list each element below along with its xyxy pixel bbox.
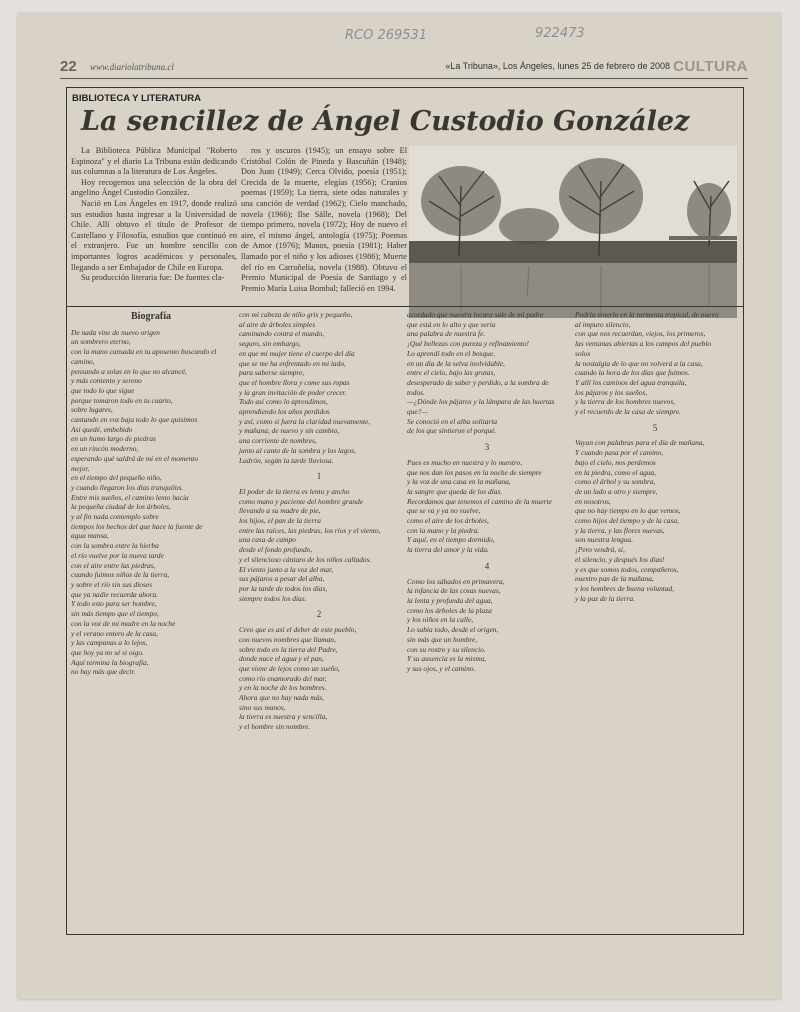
poem-line: y la paz de la tierra. [575, 593, 635, 603]
poem-line: con su rostro y su silencio. [407, 644, 486, 654]
poem-line: Podría tenerlo en la tormenta tropical, de nuevo [575, 310, 719, 319]
intro-column-left [71, 146, 237, 284]
poem-line: sin más tiempo que el tiempo, [71, 609, 159, 619]
poem-line: todos. [407, 387, 425, 397]
poem-line: Aquí termina la biografía, [71, 657, 149, 667]
poem-line: y el silencioso cántaro de los niños callados. [239, 554, 372, 564]
poem-line: con nuevos nombres que llaman, [239, 634, 336, 644]
poem-line: para saberse siempre, [239, 368, 305, 378]
poem-line: la lenta y profunda del agua, [407, 595, 493, 605]
poem-heading: Biografía [131, 311, 171, 322]
poem-line: Recordamos que tenemos el camino de la muerte [407, 496, 552, 506]
poem-line: Lo aprendí todo en el bosque, [407, 348, 495, 358]
poem-line: que viene de lejos como un sueño, [239, 663, 340, 673]
poem-line: la tierra es nuestra y sencilla, [239, 712, 328, 722]
poem-line: camino, [71, 356, 95, 366]
poem-column-3 [407, 310, 567, 674]
poem-line: que nos dan los pasos en la noche de siempre [407, 467, 542, 477]
poem-line: que se va y ya no vuelve, [407, 506, 481, 516]
poem-line: siempre todos los días. [239, 593, 307, 603]
poem-line: con que nos recuerdan, viejos, los primeros, [575, 329, 706, 339]
poem-line: una palabra de nuestra fe. [407, 329, 486, 339]
poem-line: Ahora que no hay nada más, [239, 693, 324, 703]
poem-line: sin más que un hombre, [407, 634, 478, 644]
page-header [60, 58, 748, 79]
poem-line: sino sus manos, [239, 702, 286, 712]
poem-line: ¡Pero vendrá, sí, [575, 545, 625, 555]
poem-line: tiempos los hechos del que hace la fuente de [71, 521, 203, 531]
poem-line: con mi cabeza de niño gris y pequeño, [239, 310, 353, 319]
poem-line: acordado que nuestra locura sale de mi padre [407, 310, 544, 319]
poem-section-number: 5 [652, 422, 658, 433]
poem-line: desesperado de saber y perdido, a la sombra de [407, 377, 549, 387]
poem-section-number: 4 [484, 560, 490, 571]
poem-section-number: 3 [484, 442, 490, 453]
archive-annotation-left: RCO 269531 [345, 28, 428, 43]
poem-line: seguro, sin embargo, [239, 339, 301, 349]
poem-line: y el recuerdo de la casa de siempre. [575, 407, 681, 417]
poem-line: porque tomaron todo en tu cuarto, [71, 395, 173, 405]
poem-line: como el aire de los árboles, [407, 516, 489, 526]
poem-line: —¿Dónde los pájaros y la lámpara de las huertas [407, 397, 555, 407]
poem-line: al aire de árboles simples [239, 319, 316, 329]
poem-line: que se me ha enfrentado en mi lado, [239, 358, 346, 368]
poem-line: donde nace el agua y el pan, [239, 654, 324, 664]
poem-line: con el aire entre las piedras, [71, 560, 156, 570]
poem-line: y la tierra, y las flores nuevas, [575, 525, 665, 535]
poem-line: Creo que es así el deber de este pueblo, [239, 625, 357, 635]
poem-line: mejor, [71, 463, 90, 473]
poem-column-2 [239, 310, 399, 732]
poem-line: caminando contra el mundo, [239, 329, 324, 339]
poem-line: cantando en voz baja todo lo que quisimos [71, 415, 198, 425]
poem-line: entre el cielo, bajo las grutas, [407, 368, 496, 378]
poem-line: Y cuando pasa por el camino, [575, 448, 664, 458]
poem-line: y los hombres de buena voluntad, [575, 583, 675, 593]
intro-paragraph: Su producción literaria fue: De fuentes cla- [81, 273, 225, 283]
poem-line: junto al canto de la sombra y los lagos, [239, 445, 356, 455]
poem-line: que el hombre llora y come sus ropas [239, 377, 350, 387]
poem-line: con la mano y la piedra. [407, 525, 480, 535]
poem-line: y cuando llegaron los días tranquilos. [71, 482, 184, 492]
poem-line: cuando fuimos niños de la tierra, [71, 570, 170, 580]
poem-line: con la sombra entre la hierba [71, 541, 159, 551]
poem-line: El poder de la tierra es lento y ancho [239, 486, 350, 496]
poem-line: como el árbol y su sombra, [575, 477, 656, 487]
poem-line: solos [575, 348, 591, 358]
poem-line: con la mano cansada en tu aposento buscando el [71, 347, 217, 357]
poem-line: agua mansa, [71, 531, 109, 541]
poem-line: como hijos del tiempo y de la casa, [575, 516, 679, 526]
poem-line: el silencio, y después los días! [575, 554, 665, 564]
poem-line: y sobre el río sin sus dioses [71, 579, 153, 589]
poem-line: un sombrero eterno, [71, 337, 131, 347]
kicker: BIBLIOTECA Y LITERATURA [72, 93, 201, 104]
poem-line: entre las raíces, las piedras, los ríos y el viento, [239, 525, 381, 535]
intro-paragraph: La Biblioteca Pública Municipal "Roberto Espinoza" y el diario La Tribuna están dedicando sus columnas a la literatura de Los Ángeles. [71, 146, 237, 177]
poem-line: al impuro silencio, [575, 319, 631, 329]
poem-line: en nosotros, [575, 496, 611, 506]
poem-line: Lo sabía todo, desde el origen, [407, 625, 499, 635]
poem-line: como río enamorado del mar, [239, 673, 327, 683]
poem-line: sobre todo en la tierra del Padre, [239, 644, 338, 654]
poem-line: y las campanas a lo lejos, [71, 638, 148, 648]
poem-line: cuando la hora de los días que fuimos. [575, 368, 690, 378]
poem-line: Y allí los caminos del agua tranquila, [575, 377, 687, 387]
poem-line: la sangre que queda de los días. [407, 486, 503, 496]
poem-line: nuestro pan de la mañana, [575, 574, 654, 584]
section-name: CULTURA [673, 58, 748, 75]
poem-line: en que mi mujer tiene el cuerpo del día [239, 348, 355, 358]
poem-line: en un rincón moderno, [71, 444, 139, 454]
poem-line: llevando a su madre de pie, [239, 506, 321, 516]
poem-line: Vayan con palabras para el día de mañana, [575, 438, 705, 448]
poem-line: el río vuelve por la nueva tarde [71, 550, 164, 560]
poem-line: que todo lo que sigue [71, 385, 135, 395]
poem-line: De nada vine de nuevo origen [71, 327, 160, 337]
poem-line: los hijos, el pan de la tierra [239, 516, 321, 526]
poem-line: Pues es mucho en nuestra y lo nuestro, [407, 457, 523, 467]
poem-line: que no hay tiempo en lo que vemos, [575, 506, 681, 516]
page-number: 22 [60, 58, 77, 75]
archive-annotation-right: 922473 [535, 26, 585, 41]
poem-line: y la tierra de los hombres nuevos, [575, 397, 676, 407]
poem-line: pensando a solas en lo que no alcancé, [71, 366, 187, 376]
poem-line: la pequeña ciudad de los árboles, [71, 502, 171, 512]
poem-line: y en la noche de los hombres. [239, 683, 327, 693]
poem-section-number: 1 [316, 471, 322, 482]
intro-paragraph: ros y oscuros (1945); un ensayo sobre El Cristóbal Colón de Pineda y Bascuñán (1948); Don Juan (1949); Cerca Olvido, poesía (1951); Crecida de la muerte, elegías (1956); Cranios poemas (1959); La tierra, siete odas naturales y una canción de verdad (1962); Cielo manchado, novela (1966); Ilse Sälle, novela (1968); Del tiempo primero, novela (1972); Hoy de nuevo el aire, el mismo ángel, antología (1975); Poemas de Amor (1976); Manos, poesía (1981); Haber llamado por el niño y los adioses (1986); Muerte del río en Carroñelia, novela (1988). Obtuvo el Premio Municipal de Poesía de Santiago y el Premio María Luisa Bombal; falleció en 1994. [241, 146, 407, 293]
poem-line: en la piedra, como el agua, [575, 467, 657, 477]
poem-line: no hay más que decir. [71, 667, 136, 677]
poem-line: una casa de campo [239, 535, 296, 545]
poem-line: una corriente de nombres, [239, 436, 317, 446]
poem-line: de los que sintieron el porqué. [407, 426, 497, 436]
poem-line: la tierra del amor y la vida. [407, 545, 489, 555]
poem-line: y la gran invitación de poder crecer. [239, 387, 347, 397]
poem-line: y el verano entero de la casa, [71, 628, 158, 638]
poem-line: como mano y paciente del hombre grande [239, 496, 364, 506]
poem-line: las ventanas abiertas a los campos del pueblo [575, 339, 712, 349]
poem-line: y al fin nada contemplo sobre [71, 512, 159, 522]
poem-line: Como los sábados en primavera, [407, 576, 505, 586]
dateline: «La Tribuna», Los Ángeles, lunes 25 de febrero de 2008 [445, 61, 670, 71]
poem-line: esperando qué saldrá de mí en el momento [71, 453, 199, 463]
poem-line: El viento junto a la voz del mar, [239, 564, 334, 574]
poem-section-number: 2 [316, 609, 322, 620]
poem-line: Ladrón, según la tarde lluviosa. [239, 455, 334, 465]
poem-line: por la tarde de todos los días, [239, 583, 328, 593]
poem-line: Entre mis sueños, el camino lento hacia [71, 492, 189, 502]
poem-line: Todo así como lo aprendimos, [239, 397, 328, 407]
poem-line: en un día de la selva inolvidable, [407, 358, 505, 368]
poem-line: como los árboles de la plaza [407, 605, 492, 615]
poem-line: y así, como si fuera la claridad nuevamente, [239, 416, 371, 426]
poem-line: sus pájaros a pesar del alba, [239, 574, 325, 584]
section-divider [67, 306, 743, 307]
poem-line: y la voz de una casa en la mañana, [407, 477, 511, 487]
poem-line: que está en lo alto y que sería [407, 319, 496, 329]
park-lake-photo [409, 146, 737, 318]
intro-column-right [241, 146, 407, 294]
poem-line: y los niños en la calle, [407, 615, 474, 625]
poem-line: con la voz de mi madre en la noche [71, 618, 176, 628]
poem-line: Se conoció en el alba solitaria [407, 416, 498, 426]
poem-line: en el tiempo del pequeño niño, [71, 473, 162, 483]
poem-line: y sus ojos, y el camino. [407, 663, 476, 673]
poem-line: son nuestra lengua. [575, 535, 634, 545]
poem-line: Y aquí, en el tiempo dormido, [407, 535, 495, 545]
poem-line: Y su ausencia es la misma, [407, 654, 487, 664]
poem-line: ¡Qué bellezas con pureza y refinamiento! [407, 339, 529, 349]
poem-line: de un lado a otro y siempre, [575, 486, 658, 496]
poem-line: y mañana, de nuevo y sin cambio, [239, 426, 340, 436]
intro-paragraph: Nació en Los Ángeles en 1917, donde realizó sus estudios hasta ingresar a la Universidad de Chile. Allí obtuvo el título de Profesor de Castellano y Filosofía, estudios que continuó en el extranjero. Fue un hombre sencillo con importantes logros académicos y personales, llegando a ser Embajador de Chile en Europa. [71, 198, 237, 272]
poem-line: los pájaros y los sueños, [575, 387, 648, 397]
intro-paragraph: Hoy recogemos una selección de la obra del angelino Ángel Custodio González. [71, 177, 237, 198]
poem-line: y el hombre sin nombre. [239, 722, 311, 732]
poem-line: Así quedé, embebido [71, 424, 133, 434]
poem-line: la infancia de las cosas nuevas, [407, 586, 501, 596]
poem-line: aprendiendo los años perdidos [239, 407, 330, 417]
poem-line: que ya nadie recuerda ahora. [71, 589, 159, 599]
poem-line: bajo el cielo, nos perdemos [575, 457, 656, 467]
article-title: La sencillez de Ángel Custodio González [81, 106, 690, 137]
poem-line: y es que somos todos, compañeros, [575, 564, 679, 574]
poem-line: Y todo esto para ser hombre, [71, 599, 157, 609]
poem-column-1 [71, 310, 231, 677]
poem-line: y más contento y sereno [71, 376, 142, 386]
poem-line: que?— [407, 407, 428, 417]
website-url: www.diariolatribuna.cl [90, 62, 174, 72]
article-box [66, 87, 744, 935]
poem-line: en un humo largo de piedras [71, 434, 156, 444]
poem-column-4 [575, 310, 735, 603]
poem-line: la nostalgia de lo que no volverá a la casa, [575, 358, 703, 368]
poem-line: que hoy ya no sé si oigo. [71, 647, 144, 657]
poem-line: sobre lugares, [71, 405, 113, 415]
poem-line: desde el fondo profundo, [239, 545, 313, 555]
